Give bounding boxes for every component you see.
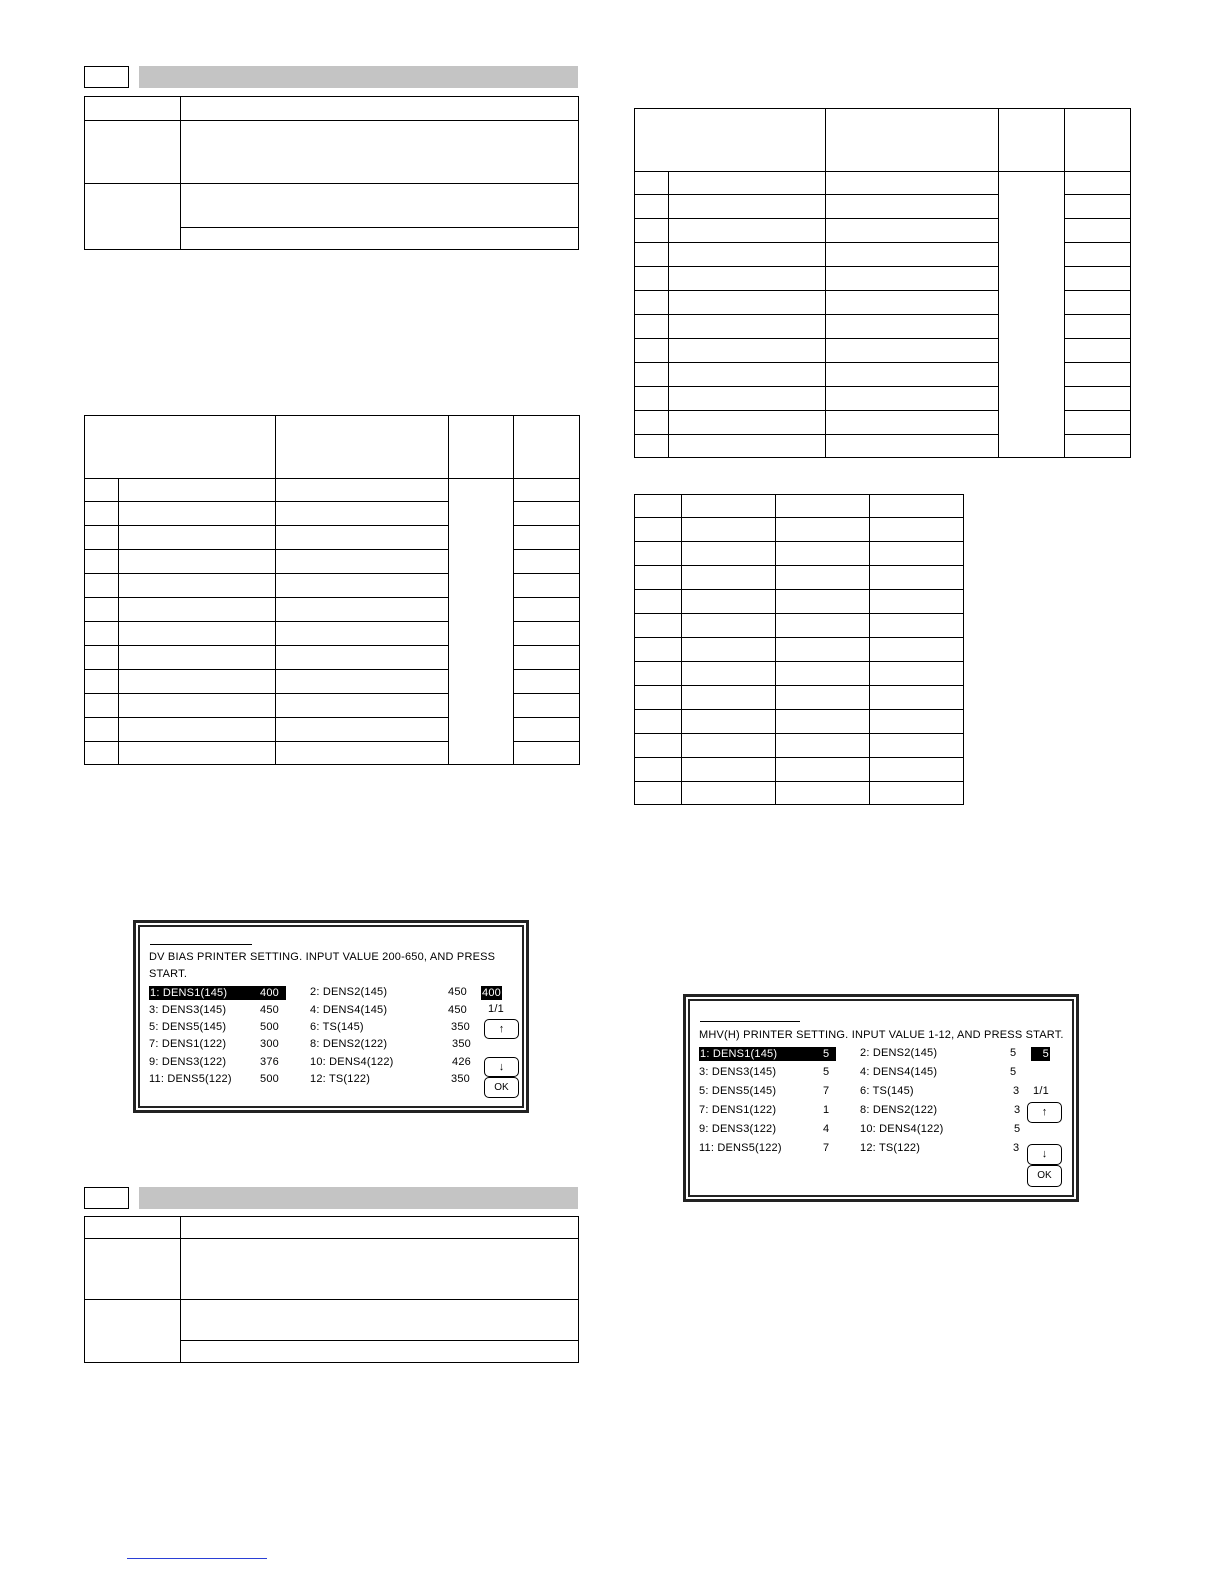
table-cell — [669, 291, 826, 315]
table-cell — [669, 339, 826, 363]
table-cell — [669, 315, 826, 339]
table-cell — [635, 758, 682, 782]
setting-value: 5 — [823, 1066, 830, 1078]
setting-label[interactable]: 7: DENS1(122) — [699, 1104, 777, 1116]
table-cell — [776, 614, 870, 638]
setting-value: 5 — [1014, 1123, 1021, 1135]
table-cell — [682, 662, 776, 686]
table-cell — [635, 782, 682, 805]
table-cell — [85, 622, 119, 646]
table-cell — [85, 694, 119, 718]
setting-value: 500 — [260, 1021, 279, 1033]
table-cell — [119, 742, 276, 765]
table-cell — [1065, 243, 1131, 267]
table-cell — [635, 339, 669, 363]
setting-label[interactable]: 11: DENS5(122) — [699, 1142, 782, 1154]
merged-cell — [449, 479, 514, 765]
setting-value: 376 — [260, 1056, 279, 1068]
table-cell — [870, 758, 964, 782]
table-cell — [635, 267, 669, 291]
header-cell — [635, 109, 826, 172]
table-cell — [85, 479, 119, 502]
scroll-down-button[interactable]: ↓ — [1027, 1144, 1062, 1165]
setting-label[interactable]: 4: DENS4(145) — [310, 1004, 388, 1016]
setting-label[interactable]: 6: TS(145) — [860, 1085, 914, 1097]
table-cell — [682, 686, 776, 710]
info-cell — [85, 97, 181, 121]
table-cell — [870, 614, 964, 638]
table-cell — [635, 662, 682, 686]
info-cell — [181, 121, 579, 184]
table-cell — [669, 195, 826, 219]
table-cell — [514, 646, 580, 670]
table-cell — [635, 172, 669, 195]
table-cell — [85, 718, 119, 742]
section-title-bar-1 — [139, 66, 578, 88]
table-cell — [635, 219, 669, 243]
setting-label[interactable]: 5: DENS5(145) — [699, 1085, 777, 1097]
table-cell — [870, 710, 964, 734]
setting-label[interactable]: 12: TS(122) — [860, 1142, 921, 1154]
table-cell — [119, 646, 276, 670]
table-cell — [669, 243, 826, 267]
table-cell — [119, 718, 276, 742]
table-cell — [826, 387, 999, 411]
screen-title-continued: START. — [149, 968, 188, 980]
table-cell — [514, 742, 580, 765]
table-cell — [826, 291, 999, 315]
table-cell — [682, 782, 776, 805]
table-cell — [514, 502, 580, 526]
table-cell — [276, 742, 449, 765]
settings-table-left — [84, 415, 580, 765]
table-cell — [776, 542, 870, 566]
table-cell — [635, 435, 669, 458]
table-cell — [776, 566, 870, 590]
ok-button[interactable]: OK — [1027, 1165, 1062, 1187]
header-cell — [276, 416, 449, 479]
setting-value: 350 — [451, 1073, 470, 1085]
table-cell — [669, 387, 826, 411]
info-cell — [85, 121, 181, 184]
section-number-box-1 — [84, 66, 129, 88]
table-cell — [276, 646, 449, 670]
header-cell — [999, 109, 1065, 172]
table-cell — [276, 670, 449, 694]
table-cell — [1065, 195, 1131, 219]
table-cell — [870, 662, 964, 686]
table-cell — [276, 694, 449, 718]
setting-label[interactable]: 4: DENS4(145) — [860, 1066, 938, 1078]
table-cell — [119, 598, 276, 622]
setting-value: 450 — [448, 1004, 467, 1016]
setting-value: 350 — [451, 1021, 470, 1033]
table-cell — [870, 590, 964, 614]
table-cell — [85, 502, 119, 526]
table-cell — [85, 742, 119, 765]
table-cell — [514, 622, 580, 646]
setting-value: 350 — [452, 1038, 471, 1050]
info-cell — [181, 1217, 579, 1239]
header-cell — [826, 109, 999, 172]
table-cell — [776, 710, 870, 734]
table-cell — [1065, 363, 1131, 387]
setting-label[interactable]: 11: DENS5(122) — [149, 1073, 232, 1085]
table-cell — [682, 614, 776, 638]
header-cell — [449, 416, 514, 479]
setting-value: 5 — [1010, 1047, 1017, 1059]
table-cell — [870, 638, 964, 662]
table-cell — [669, 435, 826, 458]
table-cell — [669, 267, 826, 291]
table-cell — [635, 566, 682, 590]
table-cell — [635, 243, 669, 267]
scroll-up-button[interactable]: ↑ — [484, 1019, 519, 1039]
setting-label[interactable]: 10: DENS4(122) — [310, 1056, 394, 1068]
info-cell — [181, 184, 579, 228]
merged-cell — [999, 172, 1065, 458]
table-cell — [514, 479, 580, 502]
info-table-1 — [84, 96, 579, 250]
setting-value: 7 — [823, 1085, 830, 1097]
table-cell — [514, 598, 580, 622]
section-number-box-2 — [84, 1187, 129, 1209]
table-cell — [776, 758, 870, 782]
table-cell — [826, 195, 999, 219]
table-cell — [682, 590, 776, 614]
table-cell — [119, 574, 276, 598]
scroll-up-button[interactable]: ↑ — [1027, 1102, 1062, 1123]
table-cell — [826, 435, 999, 458]
section-title-bar-2 — [139, 1187, 578, 1209]
info-cell — [85, 1239, 181, 1300]
setting-value: 450 — [448, 986, 467, 998]
header-cell — [85, 416, 276, 479]
setting-value: 1 — [823, 1104, 830, 1116]
table-cell — [276, 479, 449, 502]
table-cell — [635, 363, 669, 387]
ok-button[interactable]: OK — [484, 1077, 519, 1098]
setting-value: 4 — [823, 1123, 830, 1135]
table-cell — [776, 686, 870, 710]
setting-value: 3 — [1013, 1085, 1020, 1097]
table-cell — [119, 694, 276, 718]
table-cell — [119, 526, 276, 550]
setting-value: 500 — [260, 1073, 279, 1085]
table-cell — [514, 694, 580, 718]
scroll-down-button[interactable]: ↓ — [484, 1057, 519, 1077]
header-cell — [1065, 109, 1131, 172]
table-cell — [85, 574, 119, 598]
table-cell — [682, 518, 776, 542]
table-cell — [119, 502, 276, 526]
setting-label[interactable]: 2: DENS2(145) — [310, 986, 388, 998]
table-cell — [826, 172, 999, 195]
table-cell — [119, 670, 276, 694]
table-cell — [870, 566, 964, 590]
info-cell — [181, 97, 579, 121]
table-cell — [669, 411, 826, 435]
table-cell — [669, 219, 826, 243]
table-cell — [514, 550, 580, 574]
table-cell — [514, 670, 580, 694]
info-cell — [181, 1300, 579, 1341]
setting-value: 3 — [1013, 1142, 1020, 1154]
setting-value: 426 — [452, 1056, 471, 1068]
table-cell — [669, 363, 826, 387]
setting-label[interactable]: 8: DENS2(122) — [860, 1104, 938, 1116]
table-cell — [119, 479, 276, 502]
mhv-screen — [683, 994, 1079, 1202]
setting-label[interactable]: 12: TS(122) — [310, 1073, 371, 1085]
table-cell — [1065, 291, 1131, 315]
settings-table-right — [634, 108, 1131, 458]
table-cell — [85, 526, 119, 550]
setting-value: 450 — [260, 1004, 279, 1016]
table-cell — [85, 550, 119, 574]
table-cell — [514, 526, 580, 550]
table-cell — [826, 315, 999, 339]
setting-label[interactable]: 3: DENS3(145) — [699, 1066, 777, 1078]
table-cell — [826, 219, 999, 243]
table-cell — [776, 734, 870, 758]
table-cell — [635, 638, 682, 662]
setting-label[interactable]: 10: DENS4(122) — [860, 1123, 944, 1135]
table-cell — [635, 411, 669, 435]
table-cell — [826, 243, 999, 267]
info-cell — [85, 1300, 181, 1363]
table-cell — [826, 339, 999, 363]
setting-value: 300 — [260, 1038, 279, 1050]
table-cell — [514, 718, 580, 742]
table-cell — [870, 518, 964, 542]
table-cell — [85, 646, 119, 670]
setting-label[interactable]: 3: DENS3(145) — [149, 1004, 227, 1016]
table-cell — [635, 387, 669, 411]
screen-title: DV BIAS PRINTER SETTING. INPUT VALUE 200-650, AND PRESS — [149, 951, 496, 963]
table-cell — [85, 598, 119, 622]
info-cell — [181, 1239, 579, 1300]
table-cell — [635, 518, 682, 542]
screen-title: MHV(H) PRINTER SETTING. INPUT VALUE 1-12, AND PRESS START. — [699, 1029, 1064, 1041]
screen-title-rule — [150, 944, 252, 945]
table-cell — [682, 542, 776, 566]
table-cell — [682, 566, 776, 590]
table-cell — [669, 172, 826, 195]
table-cell — [776, 590, 870, 614]
table-cell — [635, 686, 682, 710]
table-cell — [682, 710, 776, 734]
table-cell — [635, 542, 682, 566]
setting-value: 5 — [1010, 1066, 1017, 1078]
info-cell — [85, 1217, 181, 1239]
setting-value-selected: 400 — [260, 987, 279, 999]
table-cell — [1065, 219, 1131, 243]
setting-label-selected[interactable]: 1: DENS1(145) — [699, 1047, 836, 1061]
setting-label[interactable]: 9: DENS3(122) — [149, 1056, 227, 1068]
footer-link-underline[interactable] — [127, 1558, 267, 1559]
table-cell — [635, 590, 682, 614]
setting-label[interactable]: 2: DENS2(145) — [860, 1047, 938, 1059]
table-cell — [870, 495, 964, 518]
table-cell — [776, 782, 870, 805]
table-cell — [776, 662, 870, 686]
table-cell — [276, 598, 449, 622]
table-cell — [1065, 435, 1131, 458]
setting-label[interactable]: 8: DENS2(122) — [310, 1038, 388, 1050]
table-cell — [1065, 267, 1131, 291]
setting-value: 3 — [1014, 1104, 1021, 1116]
setting-label[interactable]: 9: DENS3(122) — [699, 1123, 777, 1135]
table-cell — [826, 267, 999, 291]
table-cell — [870, 734, 964, 758]
table-cell — [682, 758, 776, 782]
table-cell — [826, 411, 999, 435]
table-cell — [85, 670, 119, 694]
table-cell — [635, 710, 682, 734]
page-indicator: 1/1 — [1033, 1085, 1049, 1097]
table-cell — [276, 718, 449, 742]
input-value-display: 400 — [482, 987, 501, 999]
table-cell — [1065, 339, 1131, 363]
table-cell — [635, 495, 682, 518]
table-cell — [870, 782, 964, 805]
table-cell — [276, 502, 449, 526]
header-cell — [514, 416, 580, 479]
setting-label[interactable]: 6: TS(145) — [310, 1021, 364, 1033]
table-cell — [1065, 315, 1131, 339]
table-cell — [635, 734, 682, 758]
table-cell — [276, 574, 449, 598]
setting-label[interactable]: 5: DENS5(145) — [149, 1021, 227, 1033]
setting-value: 7 — [823, 1142, 830, 1154]
table-cell — [276, 550, 449, 574]
info-cell — [181, 228, 579, 250]
value-table-right — [634, 494, 964, 805]
table-cell — [1065, 387, 1131, 411]
table-cell — [635, 291, 669, 315]
table-cell — [635, 315, 669, 339]
table-cell — [776, 638, 870, 662]
table-cell — [635, 614, 682, 638]
table-cell — [682, 495, 776, 518]
info-cell — [181, 1341, 579, 1363]
table-cell — [776, 518, 870, 542]
page-indicator: 1/1 — [488, 1003, 504, 1015]
table-cell — [682, 638, 776, 662]
table-cell — [870, 542, 964, 566]
table-cell — [776, 495, 870, 518]
screen-title-rule — [700, 1021, 800, 1022]
setting-value-selected: 5 — [823, 1048, 830, 1060]
table-cell — [119, 550, 276, 574]
table-cell — [276, 622, 449, 646]
info-cell — [85, 184, 181, 250]
input-value-display: 5 — [1031, 1047, 1050, 1061]
table-cell — [870, 686, 964, 710]
table-cell — [826, 363, 999, 387]
table-cell — [514, 574, 580, 598]
setting-label-selected[interactable]: 1: DENS1(145) — [149, 986, 286, 1000]
info-table-2 — [84, 1216, 579, 1363]
table-cell — [1065, 172, 1131, 195]
table-cell — [682, 734, 776, 758]
table-cell — [635, 195, 669, 219]
table-cell — [276, 526, 449, 550]
table-cell — [1065, 411, 1131, 435]
setting-label[interactable]: 7: DENS1(122) — [149, 1038, 227, 1050]
table-cell — [119, 622, 276, 646]
